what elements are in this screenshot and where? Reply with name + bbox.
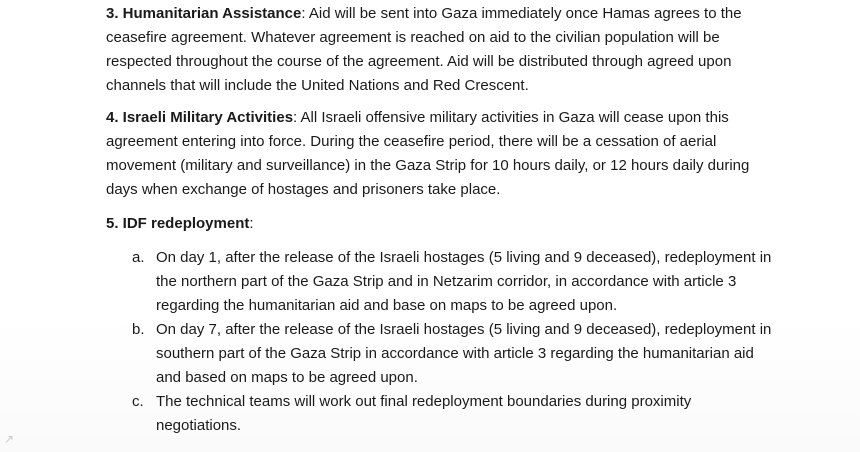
list-item-text: On day 7, after the release of the Israeli hostages (5 living and 9 deceased), redeployment in southern part of the Gaza Strip in accordance with article 3 regarding the humanitarian aid and based on maps to be agreed upon.	[156, 321, 772, 386]
list-item-text: The technical teams will work out final redeployment boundaries during proximity negotiations.	[156, 393, 692, 434]
list-item-text: On day 1, after the release of the Israeli hostages (5 living and 9 deceased), redeployment in the northern part of the Gaza Strip and in Netzarim corridor, in accordance with article 3 regarding the humanitarian aid and base on maps to be agreed upon.	[156, 249, 772, 314]
section-text: : All Israeli offensive military activities in Gaza will cease upon this agreement entering into force. During the ceasefire period, there will be a cessation of aerial movement (military and surveillance) in the Gaza Strip for 10 hours daily, or 12 hours daily during days when exchange of hostages and prisoners take place.	[106, 109, 750, 198]
resize-corner-icon: ↗	[4, 432, 15, 446]
section-humanitarian-assistance	[106, 2, 766, 98]
section-text: :	[249, 215, 254, 232]
section-heading: 5. IDF redeployment	[106, 215, 250, 232]
section-text: : Aid will be sent into Gaza immediately once Hamas agrees to the ceasefire agreement. Whatever agreement is reached on aid to the civilian population will be respected throughout the course of the agreement. Aid will be distributed through agreed upon channels that will include the United Nations and Red Crescent.	[106, 5, 742, 94]
list-marker: a.	[132, 249, 145, 266]
section-heading: 4. Israeli Military Activities	[106, 109, 294, 126]
list-item	[132, 246, 772, 318]
section-israeli-military-activities	[106, 106, 766, 202]
redeployment-list	[132, 246, 772, 438]
list-marker: b.	[132, 321, 145, 338]
section-idf-redeployment	[106, 212, 766, 236]
list-item	[132, 318, 772, 390]
list-item	[132, 390, 772, 438]
list-marker: c.	[132, 393, 144, 410]
section-heading: 3. Humanitarian Assistance	[106, 5, 302, 22]
